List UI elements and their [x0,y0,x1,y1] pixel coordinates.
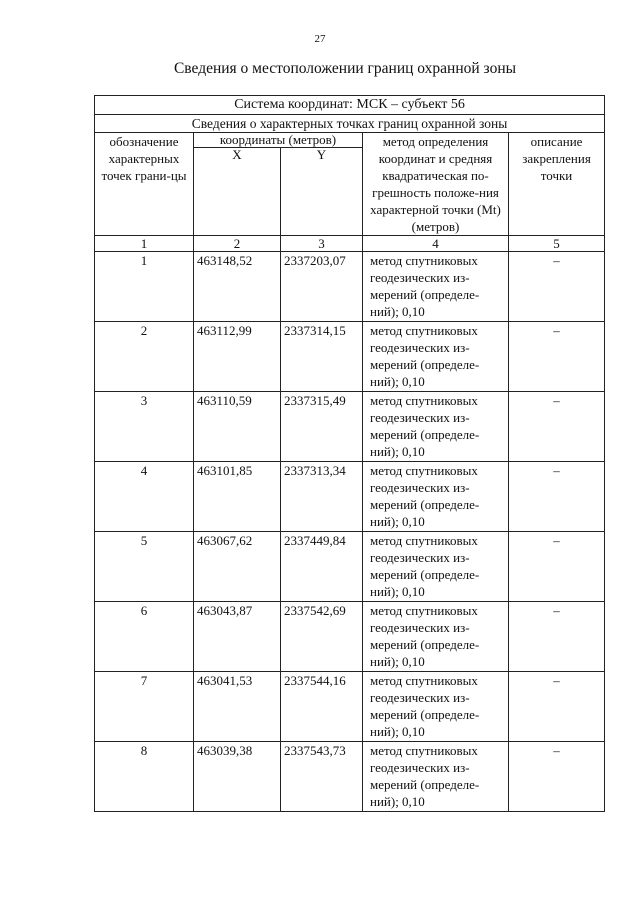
header-method: метод определения координат и средняя квадратическая по-грешность положе-ния характерной точки (Mt) (метров) [363,133,509,236]
header-row-1 [95,133,605,148]
header-coordinates: координаты (метров) [194,133,363,148]
x-coordinate-cell: 463148,52 [194,252,281,322]
y-coordinate-cell: 2337449,84 [281,532,363,602]
coordinate-system-caption: Система координат: МСК – субъект 56 [95,96,605,115]
column-number: 1 [95,236,194,252]
column-number: 4 [363,236,509,252]
point-number-cell: 1 [95,252,194,322]
method-cell: метод спутниковых геодезических из-мерений (определе-ний); 0,10 [363,742,509,812]
table-row [95,672,605,742]
header-designation: обозначение характерных точек грани-цы [95,133,194,236]
point-number-cell: 8 [95,742,194,812]
x-coordinate-cell: 463043,87 [194,602,281,672]
description-cell: – [509,462,605,532]
header-description: описание закрепления точки [509,133,605,236]
method-cell: метод спутниковых геодезических из-мерений (определе-ний); 0,10 [363,672,509,742]
x-coordinate-cell: 463067,62 [194,532,281,602]
point-number-cell: 3 [95,392,194,462]
method-cell: метод спутниковых геодезических из-мерений (определе-ний); 0,10 [363,532,509,602]
method-cell: метод спутниковых геодезических из-мерений (определе-ний); 0,10 [363,462,509,532]
header-x: X [194,148,281,236]
x-coordinate-cell: 463041,53 [194,672,281,742]
table-row [95,742,605,812]
y-coordinate-cell: 2337203,07 [281,252,363,322]
method-cell: метод спутниковых геодезических из-мерений (определе-ний); 0,10 [363,252,509,322]
column-number: 3 [281,236,363,252]
x-coordinate-cell: 463112,99 [194,322,281,392]
coordinates-table [94,95,605,812]
y-coordinate-cell: 2337543,73 [281,742,363,812]
x-coordinate-cell: 463039,38 [194,742,281,812]
point-number-cell: 2 [95,322,194,392]
document-title: Сведения о местоположении границ охранной зоны [173,60,517,77]
point-number-cell: 4 [95,462,194,532]
header-y: Y [281,148,363,236]
table-row [95,532,605,602]
y-coordinate-cell: 2337315,49 [281,392,363,462]
description-cell: – [509,252,605,322]
point-number-cell: 7 [95,672,194,742]
point-number-cell: 6 [95,602,194,672]
description-cell: – [509,322,605,392]
table-subtitle-row [95,115,605,133]
point-number-cell: 5 [95,532,194,602]
table-row [95,252,605,322]
method-cell: метод спутниковых геодезических из-мерений (определе-ний); 0,10 [363,602,509,672]
page-number: 27 [314,33,326,45]
column-number: 2 [194,236,281,252]
x-coordinate-cell: 463110,59 [194,392,281,462]
table-row [95,602,605,672]
method-cell: метод спутниковых геодезических из-мерений (определе-ний); 0,10 [363,392,509,462]
y-coordinate-cell: 2337542,69 [281,602,363,672]
y-coordinate-cell: 2337314,15 [281,322,363,392]
column-number: 5 [509,236,605,252]
table-row [95,322,605,392]
description-cell: – [509,602,605,672]
description-cell: – [509,742,605,812]
section-caption: Сведения о характерных точках границ охранной зоны [95,115,605,133]
table-row [95,392,605,462]
description-cell: – [509,672,605,742]
column-number-row [95,236,605,252]
method-cell: метод спутниковых геодезических из-мерений (определе-ний); 0,10 [363,322,509,392]
y-coordinate-cell: 2337313,34 [281,462,363,532]
table-row [95,462,605,532]
description-cell: – [509,532,605,602]
table-title-row [95,96,605,115]
y-coordinate-cell: 2337544,16 [281,672,363,742]
description-cell: – [509,392,605,462]
x-coordinate-cell: 463101,85 [194,462,281,532]
